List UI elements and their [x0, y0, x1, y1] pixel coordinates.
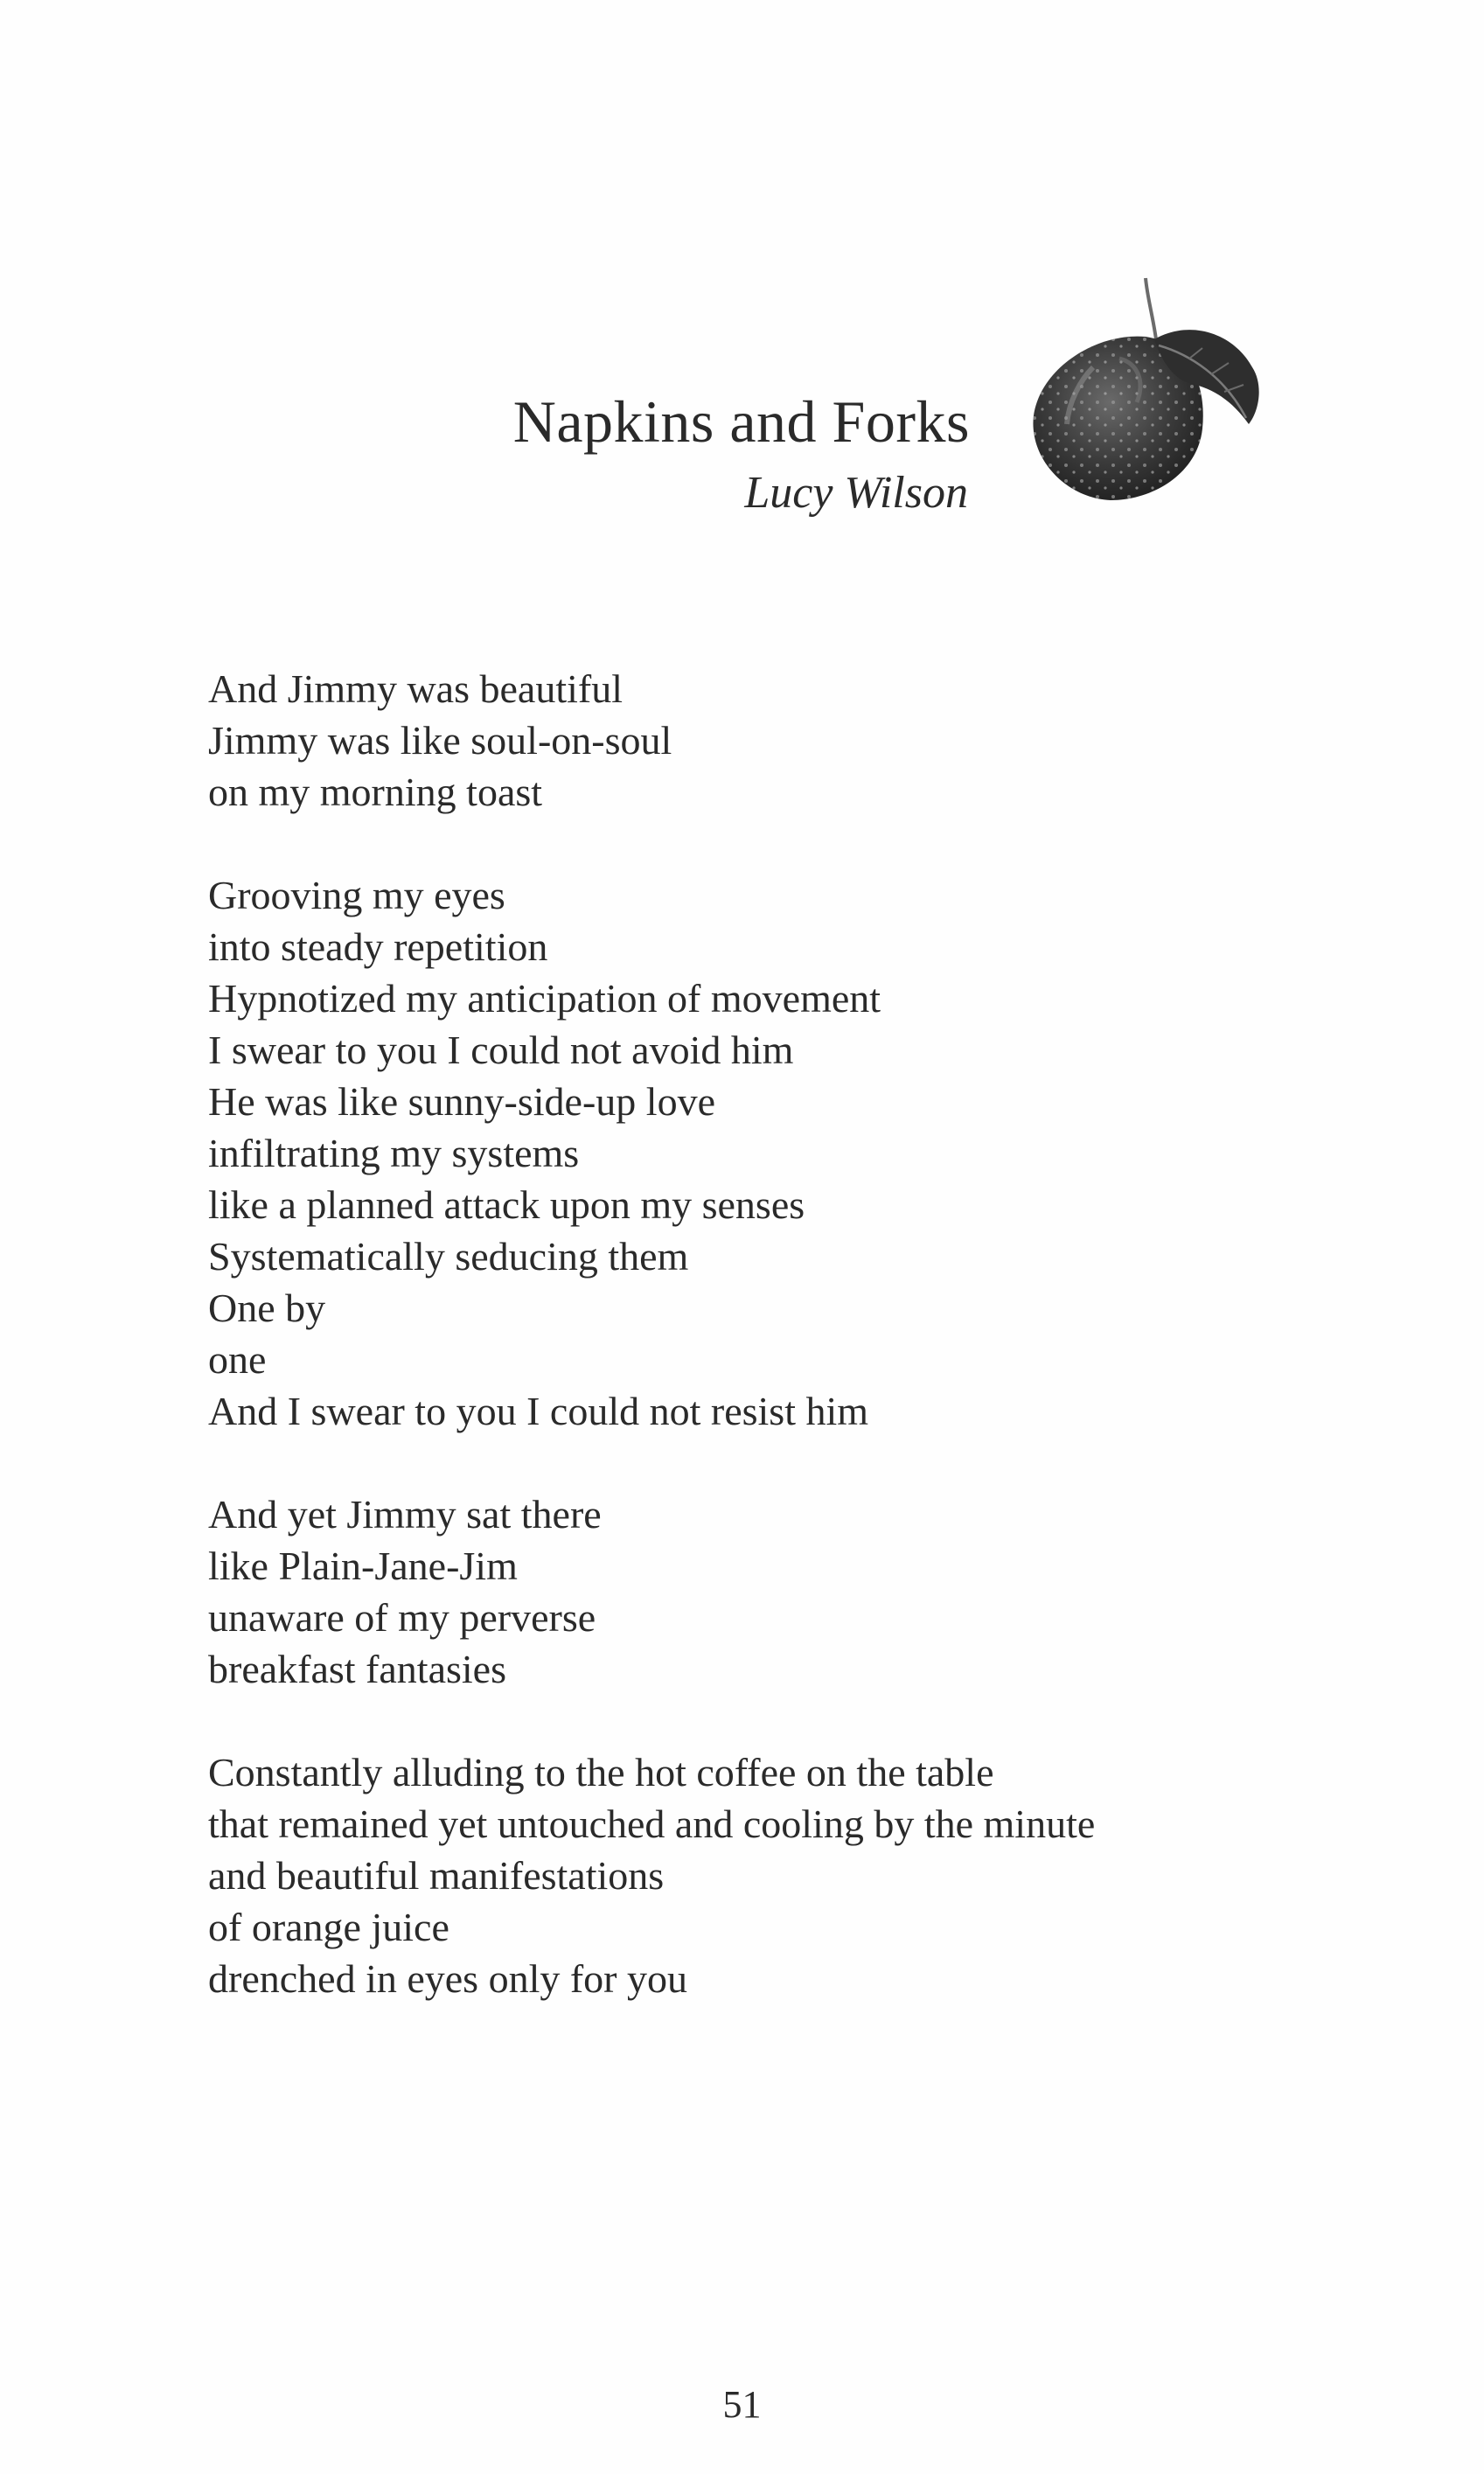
stanza: [208, 1746, 1345, 2004]
poem-line: Constantly alluding to the hot coffee on the table: [208, 1750, 994, 1795]
poem-line: on my morning toast: [208, 770, 543, 814]
poem-line: like Plain-Jane-Jim: [208, 1544, 518, 1588]
poem-line: He was like sunny-side-up love: [208, 1079, 715, 1124]
poem-line: Jimmy was like soul-on-soul: [208, 718, 672, 763]
poem-line: And I swear to you I could not resist him: [208, 1389, 869, 1433]
stanza: [208, 663, 1345, 818]
poem-line: I swear to you I could not avoid him: [208, 1028, 794, 1072]
poem-line: infiltrating my systems: [208, 1131, 580, 1175]
poem-line: Systematically seducing them: [208, 1234, 689, 1279]
poem-line: And Jimmy was beautiful: [208, 666, 623, 711]
strawberry-icon: [1014, 271, 1268, 507]
poem-line: unaware of my perverse: [208, 1595, 596, 1640]
poem-line: that remained yet untouched and cooling by the minute: [208, 1801, 1096, 1846]
poem-line: Hypnotized my anticipation of movement: [208, 976, 881, 1021]
stanza: [208, 1488, 1345, 1695]
poem-line: and beautiful manifestations: [208, 1853, 665, 1898]
poem-body: [208, 663, 1345, 2056]
poem-line: breakfast fantasies: [208, 1647, 507, 1691]
poem-line: one: [208, 1337, 267, 1382]
poem-title: Napkins and Forks: [512, 388, 970, 455]
poem-line: Grooving my eyes: [208, 873, 505, 917]
poem-author: Lucy Wilson: [744, 468, 968, 518]
poem-line: into steady repetition: [208, 924, 548, 969]
poem-line: And yet Jimmy sat there: [208, 1492, 602, 1537]
poem-line: One by: [208, 1286, 326, 1330]
stanza: [208, 869, 1345, 1437]
page-number: 51: [722, 2383, 762, 2426]
poem-line: drenched in eyes only for you: [208, 1956, 688, 2001]
poem-line: of orange juice: [208, 1905, 449, 1949]
poem-line: like a planned attack upon my senses: [208, 1182, 805, 1227]
